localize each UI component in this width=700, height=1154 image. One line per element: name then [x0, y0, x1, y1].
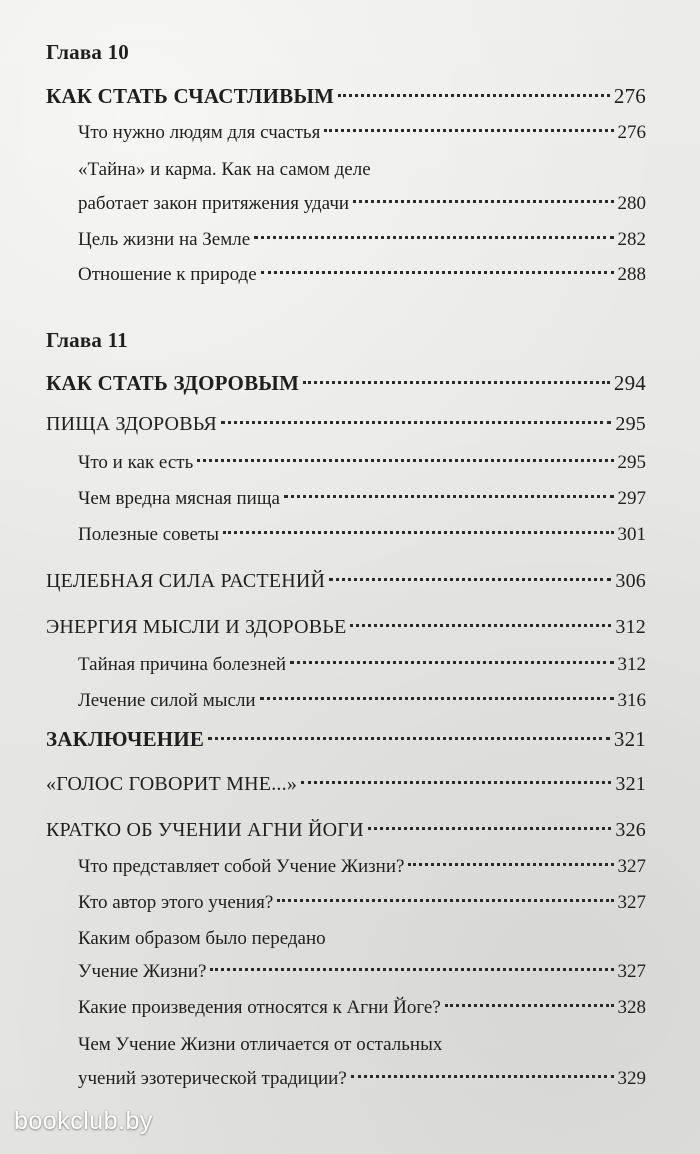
toc-entry-ch10-4: [78, 264, 646, 286]
toc-page-number: 295: [615, 413, 646, 435]
toc-entry-golos: [46, 773, 646, 796]
toc-entry-bolezni: [78, 654, 646, 676]
toc-entry-title: «ГОЛОС ГОВОРИТ МНЕ...»: [46, 773, 298, 795]
toc-page-number: 321: [615, 773, 646, 795]
dot-leader: [261, 271, 614, 274]
toc-entry-agni-1: [78, 856, 646, 878]
toc-entry-title: КАК СТАТЬ СЧАСТЛИВЫМ: [46, 84, 335, 108]
dot-leader: [223, 531, 613, 534]
dot-leader: [277, 899, 613, 902]
toc-page-number: 327: [617, 892, 646, 913]
toc-entry-ch10-title: [46, 84, 646, 109]
dot-leader: [408, 863, 613, 866]
dot-leader: [210, 968, 613, 971]
dot-leader: [254, 236, 613, 239]
toc-entry-title: Какие произведения относятся к Агни Йоге?: [78, 997, 441, 1018]
toc-page-number: 280: [617, 193, 646, 214]
dot-leader: [290, 661, 613, 664]
toc-page-number: 328: [617, 997, 646, 1018]
dot-leader: [338, 94, 610, 97]
toc-entry-ch10-1: [78, 122, 646, 144]
toc-entry-pishcha: [46, 413, 646, 436]
toc-entry-title: ЭНЕРГИЯ МЫСЛИ И ЗДОРОВЬЕ: [46, 616, 347, 638]
toc-entry-title: работает закон притяжения удачи: [78, 193, 350, 214]
toc-page-number: 326: [615, 819, 646, 841]
toc-entry-agni-3-line1: Каким образом было передано: [78, 928, 326, 949]
site-watermark: bookclub.by: [14, 1107, 153, 1135]
dot-leader: [368, 827, 612, 830]
toc-entry-zaklyuchenie: [46, 727, 646, 752]
toc-entry-title: ПИЩА ЗДОРОВЬЯ: [46, 413, 217, 435]
dot-leader: [445, 1004, 614, 1007]
toc-entry-ch10-3: [78, 229, 646, 251]
toc-entry-title: КАК СТАТЬ ЗДОРОВЫМ: [46, 371, 300, 395]
dot-leader: [353, 200, 613, 203]
toc-page-number: 282: [617, 229, 646, 250]
dot-leader: [303, 381, 610, 384]
toc-page-number: 276: [617, 122, 646, 143]
toc-entry-title: Цель жизни на Земле: [78, 229, 251, 250]
toc-entry-agni-5: [78, 1068, 646, 1090]
dot-leader: [260, 697, 614, 700]
toc-entry-chto-est: [78, 452, 646, 474]
toc-entry-title: Учение Жизни?: [78, 961, 207, 982]
toc-entry-title: КРАТКО ОБ УЧЕНИИ АГНИ ЙОГИ: [46, 819, 364, 841]
dot-leader: [329, 578, 611, 581]
toc-entry-agni-5-line1: Чем Учение Жизни отличается от остальных: [78, 1034, 443, 1055]
toc-page-number: 316: [617, 690, 646, 711]
toc-page-number: 276: [613, 84, 646, 108]
toc-entry-title: Тайная причина болезней: [78, 654, 287, 675]
toc-entry-title: Кто автор этого учения?: [78, 892, 274, 913]
dot-leader: [301, 781, 611, 784]
toc-entry-title: Чем вредна мясная пища: [78, 488, 280, 509]
dot-leader: [350, 624, 611, 627]
toc-page-number: 306: [615, 570, 646, 592]
toc-page-number: 312: [617, 654, 646, 675]
toc-page-number: 288: [617, 264, 646, 285]
dot-leader: [324, 129, 613, 132]
toc-entry-rasteniya: [46, 570, 646, 593]
toc-entry-agni-3: [78, 961, 646, 983]
toc-entry-title: ЦЕЛЕБНАЯ СИЛА РАСТЕНИЙ: [46, 570, 326, 592]
toc-entry-title: ЗАКЛЮЧЕНИЕ: [46, 727, 205, 751]
toc-entry-agni: [46, 819, 646, 842]
dot-leader: [351, 1075, 614, 1078]
dot-leader: [284, 495, 614, 498]
toc-page-number: 294: [613, 371, 646, 395]
toc-page-number: 321: [613, 727, 646, 751]
toc-entry-energiya: [46, 616, 646, 639]
toc-entry-title: учений эзотерической традиции?: [78, 1068, 347, 1089]
toc-entry-agni-4: [78, 997, 646, 1019]
chapter-11-label: Глава 11: [46, 328, 128, 352]
toc-entry-agni-2: [78, 892, 646, 914]
toc-entry-title: Лечение силой мысли: [78, 690, 256, 711]
toc-page-number: 301: [617, 524, 646, 545]
toc-entry-title: Что нужно людям для счастья: [78, 122, 321, 143]
toc-entry-title: Что представляет собой Учение Жизни?: [78, 856, 405, 877]
toc-page-number: 329: [617, 1068, 646, 1089]
toc-page-number: 295: [617, 452, 646, 473]
toc-entry-ch10-2: [78, 193, 646, 215]
toc-page-number: 327: [617, 856, 646, 877]
toc-entry-lechenie: [78, 690, 646, 712]
dot-leader: [208, 737, 610, 740]
toc-entry-ch10-2-line1: «Тайна» и карма. Как на самом деле: [78, 159, 371, 180]
toc-entry-sovety: [78, 524, 646, 546]
dot-leader: [221, 421, 611, 424]
toc-entry-title: Что и как есть: [78, 452, 194, 473]
toc-entry-ch11-title: [46, 371, 646, 396]
dot-leader: [197, 459, 613, 462]
toc-entry-title: Полезные советы: [78, 524, 220, 545]
toc-page-number: 312: [615, 616, 646, 638]
toc-page-number: 297: [617, 488, 646, 509]
toc-page-number: 327: [617, 961, 646, 982]
toc-entry-title: Отношение к природе: [78, 264, 257, 285]
chapter-10-label: Глава 10: [46, 40, 129, 64]
toc-entry-myasnaya: [78, 488, 646, 510]
